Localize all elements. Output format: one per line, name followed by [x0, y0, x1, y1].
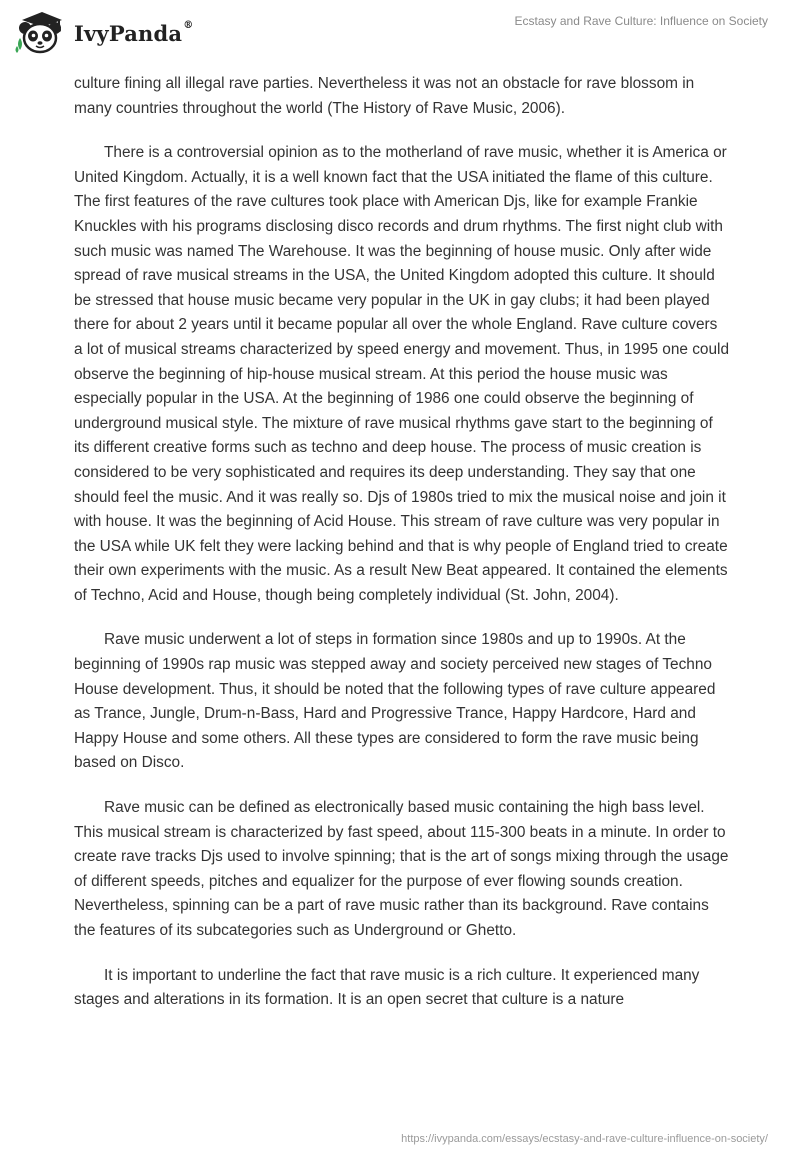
paragraph: Rave music underwent a lot of steps in formation since 1980s and up to 1990s. At the beginning of 1990s rap music was stepped away and society perceived new stages of Techno House development. Thus, it should be noted that the following types of rave culture appeared as Trance, Jungle, Drum-n-Bass, Hard and Progressive Trance, Happy Hardcore, Hard and Happy House and some others. All these types are considered to form the rave music being based on Disco.	[74, 631, 716, 772]
paragraph: It is important to underline the fact that rave music is a rich culture. It experienced many stages and alterations in its formation. It is an open secret that culture is a nature	[74, 966, 700, 1009]
logo-wordmark: IvyPanda®	[74, 19, 194, 46]
document-title: Ecstasy and Rave Culture: Influence on Society	[514, 14, 768, 28]
essay-body	[74, 72, 730, 1033]
panda-graduate-icon	[14, 8, 66, 54]
paragraph: There is a controversial opinion as to the motherland of rave music, whether it is America or United Kingdom. Actually, it is a well known fact that the USA initiated the flame of this culture. The first features of the rave cultures took place with American Djs, like for example Frankie Knuckles with his programs disclosing disco records and drum rhythms. The first night club with such music was named The Warehouse. It was the beginning of house music. Only after wide spread of rave musical streams in the USA, the United Kingdom adopted this culture. It should be stressed that house music became very popular in the UK in gay clubs; it had been played there for about 2 years until it became popular all over the whole England. Rave culture covers a lot of musical streams characterized by speed energy and movement. Thus, in 1995 one could observe the beginning of hip-house musical stream. At this period the house music was especially popular in the USA. At the beginning of 1986 one could observe the beginning of underground musical style. The mixture of rave musical rhythms gave start to the beginning of its different creative forms such as techno and deep house. The process of music creation is considered to be very sophisticated and requires its deep understanding. They say that one should feel the music. And it was really so. Djs of 1980s tried to mix the musical noise and join it with house. It was the beginning of Acid House. This stream of rave culture was very popular in the USA while UK felt they were lacking behind and that is why people of England tried to create their own experiments with the music. As a result New Beat appeared. It contained the elements of Techno, Acid and House, though being completely individual (St. John, 2004).	[74, 144, 730, 604]
paragraph: Rave music can be defined as electronically based music containing the high bass level. This musical stream is characterized by fast speed, about 115-300 beats in a minute. In order to create rave tracks Djs used to involve spinning; that is the art of songs mixing through the usage of different speeds, pitches and equalizer for the purpose of ever flowing sounds creation. Nevertheless, spinning can be a part of rave music rather than its background. Rave contains the features of its subcategories such as Underground or Ghetto.	[74, 799, 729, 939]
paragraph: culture fining all illegal rave parties. Nevertheless it was not an obstacle for rave blossom in many countries throughout the world (The History of Rave Music, 2006).	[74, 75, 695, 117]
source-url[interactable]: https://ivypanda.com/essays/ecstasy-and-rave-culture-influence-on-society/	[401, 1133, 768, 1145]
page-header	[0, 0, 800, 62]
ivypanda-logo[interactable]	[14, 8, 193, 54]
